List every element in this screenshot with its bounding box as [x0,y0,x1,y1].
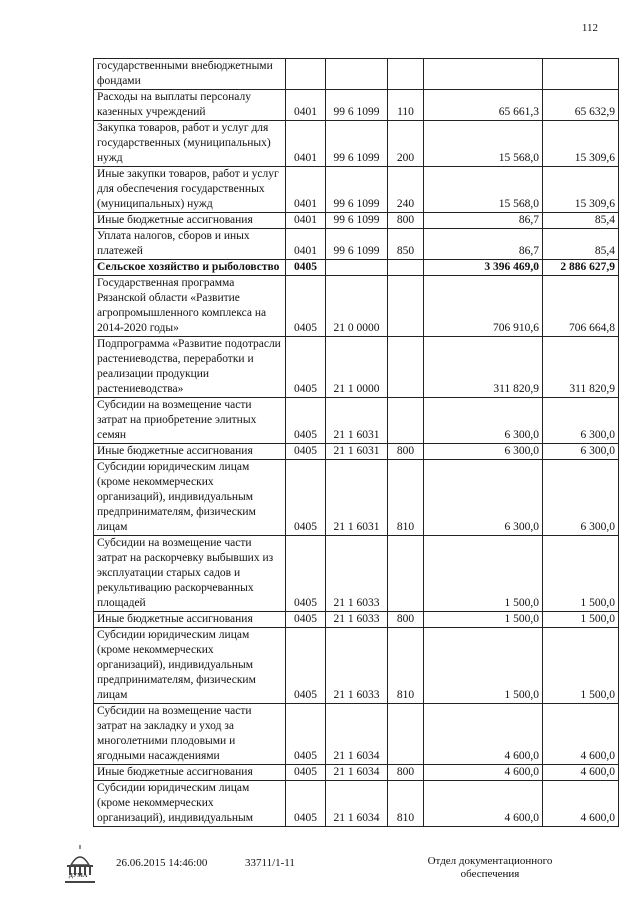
table-row [94,536,619,612]
row-sum-planned: 86,7 [424,229,543,260]
table-row [94,213,619,229]
table-row [94,337,619,398]
row-sum-executed: 4 600,0 [543,781,619,827]
row-type [388,59,424,90]
row-sum-executed: 6 300,0 [543,398,619,444]
table-row [94,628,619,704]
row-type: 810 [388,781,424,827]
row-type [388,260,424,276]
row-type: 800 [388,213,424,229]
row-code: 99 6 1099 [326,229,388,260]
row-type [388,276,424,337]
row-code: 21 1 6031 [326,444,388,460]
table-row [94,704,619,765]
row-name: Субсидии на возмещение части затрат на раскорчевку выбывших из эксплуатации старых садов и рекультивацию раскорчеванных площадей [94,536,286,612]
row-code: 21 1 6034 [326,765,388,781]
row-name: Иные бюджетные ассигнования [94,213,286,229]
row-sum-planned: 706 910,6 [424,276,543,337]
table-row [94,398,619,444]
row-code: 21 1 6031 [326,398,388,444]
row-code: 21 1 6034 [326,704,388,765]
row-sum-executed: 15 309,6 [543,167,619,213]
table-row [94,276,619,337]
budget-table-body [94,59,619,827]
table-row [94,260,619,276]
row-section: 0405 [286,260,326,276]
row-type: 110 [388,90,424,121]
footer-department: Отдел документационного обеспечения [427,855,553,880]
row-sum-executed: 2 886 627,9 [543,260,619,276]
row-code: 21 1 6034 [326,781,388,827]
row-name: Сельское хозяйство и рыболовство [94,260,286,276]
budget-table [93,58,619,827]
row-type: 810 [388,628,424,704]
row-sum-planned: 6 300,0 [424,444,543,460]
row-section: 0401 [286,121,326,167]
row-name: Иные бюджетные ассигнования [94,444,286,460]
row-code: 21 1 6033 [326,536,388,612]
row-type: 800 [388,612,424,628]
row-sum-executed: 1 500,0 [543,536,619,612]
row-code [326,260,388,276]
row-section: 0401 [286,213,326,229]
row-type [388,536,424,612]
row-sum-executed: 1 500,0 [543,612,619,628]
row-code: 21 0 0000 [326,276,388,337]
row-section: 0405 [286,765,326,781]
page-number: 112 [581,22,598,34]
row-sum-executed: 85,4 [543,229,619,260]
row-name: Расходы на выплаты персоналу казенных учреждений [94,90,286,121]
row-sum-executed: 1 500,0 [543,628,619,704]
row-name: Иные бюджетные ассигнования [94,612,286,628]
row-name: Закупка товаров, работ и услуг для государственных (муниципальных) нужд [94,121,286,167]
row-section: 0401 [286,167,326,213]
row-section: 0405 [286,276,326,337]
table-row [94,167,619,213]
table-row [94,121,619,167]
row-section: 0401 [286,229,326,260]
row-code [326,59,388,90]
table-row [94,229,619,260]
row-sum-planned: 4 600,0 [424,704,543,765]
row-sum-planned: 86,7 [424,213,543,229]
row-sum-executed: 311 820,9 [543,337,619,398]
row-section: 0405 [286,781,326,827]
row-name: Уплата налогов, сборов и иных платежей [94,229,286,260]
row-type: 800 [388,765,424,781]
row-type [388,337,424,398]
row-sum-executed: 65 632,9 [543,90,619,121]
row-section: 0405 [286,612,326,628]
row-section [286,59,326,90]
row-sum-planned: 6 300,0 [424,460,543,536]
row-type: 240 [388,167,424,213]
row-name: Государственная программа Рязанской области «Развитие агропромышленного комплекса на 2014-2020 годы» [94,276,286,337]
row-section: 0405 [286,460,326,536]
row-sum-planned: 4 600,0 [424,765,543,781]
row-name: Подпрограмма «Развитие подотрасли растениеводства, переработки и реализации продукции растениеводства» [94,337,286,398]
row-sum-executed [543,59,619,90]
row-section: 0405 [286,536,326,612]
row-sum-executed: 6 300,0 [543,460,619,536]
row-code: 99 6 1099 [326,213,388,229]
row-name: Субсидии юридическим лицам (кроме некоммерческих организаций), индивидуальным [94,781,286,827]
row-type: 200 [388,121,424,167]
row-code: 21 1 0000 [326,337,388,398]
row-sum-executed: 15 309,6 [543,121,619,167]
table-row [94,781,619,827]
row-type: 850 [388,229,424,260]
duma-logo-icon [57,843,103,887]
row-sum-planned: 15 568,0 [424,121,543,167]
table-row [94,59,619,90]
row-code: 21 1 6031 [326,460,388,536]
row-section: 0405 [286,337,326,398]
row-name: Субсидии на возмещение части затрат на закладку и уход за многолетними плодовыми и ягодными насаждениями [94,704,286,765]
row-section: 0405 [286,628,326,704]
row-sum-planned: 4 600,0 [424,781,543,827]
row-code: 99 6 1099 [326,121,388,167]
row-sum-planned: 1 500,0 [424,536,543,612]
table-row [94,90,619,121]
row-code: 21 1 6033 [326,612,388,628]
row-name: Иные закупки товаров, работ и услуг для обеспечения государственных (муниципальных) нужд [94,167,286,213]
row-code: 99 6 1099 [326,90,388,121]
row-section: 0401 [286,90,326,121]
row-sum-planned [424,59,543,90]
row-type [388,398,424,444]
logo-caption: ДУМА [68,873,88,879]
row-section: 0405 [286,704,326,765]
row-sum-planned: 3 396 469,0 [424,260,543,276]
row-sum-executed: 4 600,0 [543,704,619,765]
row-type [388,704,424,765]
row-sum-executed: 4 600,0 [543,765,619,781]
row-name: Субсидии юридическим лицам (кроме некоммерческих организаций), индивидуальным предпринимателям, физическим лицам [94,460,286,536]
row-sum-planned: 1 500,0 [424,628,543,704]
row-type: 810 [388,460,424,536]
row-sum-executed: 706 664,8 [543,276,619,337]
row-sum-planned: 15 568,0 [424,167,543,213]
row-name: Иные бюджетные ассигнования [94,765,286,781]
row-sum-executed: 85,4 [543,213,619,229]
row-code: 21 1 6033 [326,628,388,704]
row-sum-planned: 6 300,0 [424,398,543,444]
row-name: Субсидии юридическим лицам (кроме некоммерческих организаций), индивидуальным предпринимателям, физическим лицам [94,628,286,704]
row-sum-planned: 65 661,3 [424,90,543,121]
table-row [94,765,619,781]
row-name: государственными внебюджетными фондами [94,59,286,90]
row-sum-planned: 311 820,9 [424,337,543,398]
table-row [94,612,619,628]
table-row [94,444,619,460]
footer-date: 26.06.2015 14:46:00 [116,857,208,869]
row-section: 0405 [286,398,326,444]
row-code: 99 6 1099 [326,167,388,213]
table-row [94,460,619,536]
row-sum-planned: 1 500,0 [424,612,543,628]
row-sum-executed: 6 300,0 [543,444,619,460]
row-type: 800 [388,444,424,460]
row-name: Субсидии на возмещение части затрат на приобретение элитных семян [94,398,286,444]
footer-doc-number: 33711/1-11 [245,857,295,869]
row-section: 0405 [286,444,326,460]
